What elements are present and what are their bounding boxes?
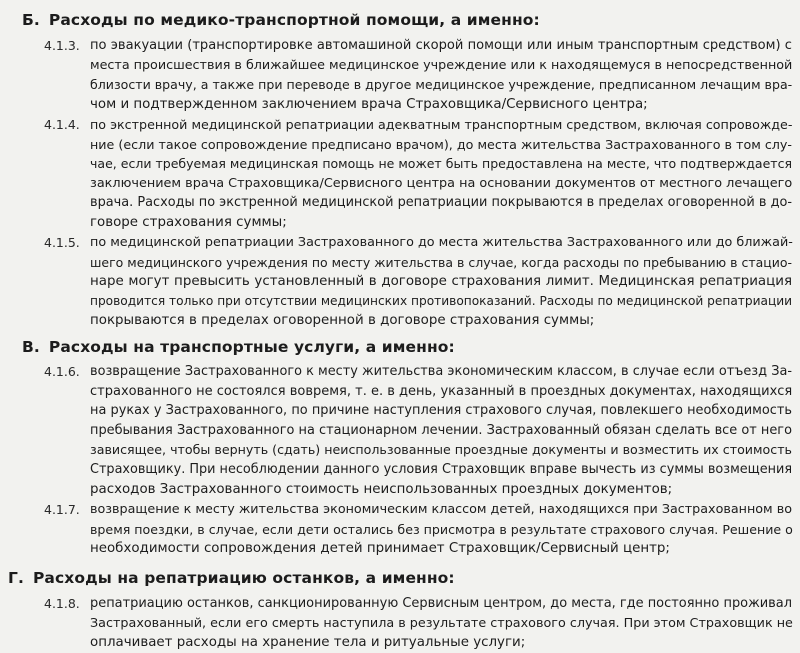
clause-number: 4.1.7. xyxy=(44,502,80,517)
section-letter: Г. xyxy=(8,569,24,587)
clause-line: возвращение Застрахованного к месту жительства экономическим классом, в случае если отъезд За- xyxy=(90,364,792,379)
clause-line: Застрахованный, если его смерть наступила в результате страхового случая. При этом Страховщик не xyxy=(90,615,793,631)
clause-line: по медицинской репатриации Застрахованного до места жительства Застрахованного или до ближай- xyxy=(90,235,793,250)
section-heading-v xyxy=(22,338,455,356)
clause-line: чае, если требуемая медицинская помощь не может быть предоставлена на месте, что подтверждается xyxy=(90,156,792,172)
clause-line: чом и подтвержденном заключением врача Страховщика/Сервисного центра; xyxy=(90,96,648,112)
clause-line: по экстренной медицинской репатриации адекватным транспортным средством, включая сопровожде- xyxy=(90,117,793,132)
clause-line: на руках у Застрахованного, по причине наступления страхового случая, повлекшего необходимость xyxy=(90,403,792,419)
clause-line: репатриацию останков, санкционированную Сервисным центром, до места, где постоянно проживал xyxy=(90,596,793,611)
clause-text xyxy=(90,362,792,499)
clause-number: 4.1.6. xyxy=(44,364,80,379)
clause-line: шего медицинского учреждения по месту жительства в случае, когда расходы по пребыванию в стацио- xyxy=(90,254,792,270)
clause-line: оплачивает расходы на хранение тела и ритуальные услуги; xyxy=(90,635,526,651)
clause-number: 4.1.8. xyxy=(44,596,80,611)
clause-line: ние (если такое сопровождение предписано врачом), до места жительства Застрахованного в том слу- xyxy=(90,136,792,152)
clause-number: 4.1.3. xyxy=(44,38,80,53)
clause-line: зависящее, чтобы вернуть (сдать) неиспользованные проездные документы и возместить их стоимость xyxy=(90,442,792,458)
clause-line: пребывания Застрахованного на стационарном лечении. Застрахованный обязан сделать все от него xyxy=(90,422,792,438)
clause-line: проводится только при отсутствии медицинских противопоказаний. Расходы по медицинской репатриации xyxy=(90,293,793,308)
clause-line: Страховщику. При несоблюдении данного условия Страховщик вправе вычесть из суммы возмещения xyxy=(90,461,793,477)
clause-line: возвращение к месту жительства экономическим классом детей, находящихся при Застрахованном во xyxy=(90,502,792,517)
clause-text xyxy=(90,500,792,559)
clause-line: расходов Застрахованного стоимость неиспользованных проездных документов; xyxy=(90,481,673,497)
clause-text xyxy=(90,594,792,653)
section-heading-g xyxy=(8,569,455,587)
clause-line: по эвакуации (транспортировке автомашиной скорой помощи или иным транспортным средством) с xyxy=(90,38,792,53)
clause-line: места происшествия в ближайшее медицинское учреждение или к находящемуся в непосредственной xyxy=(90,57,793,73)
clause-number: 4.1.4. xyxy=(44,117,80,132)
clause-line: близости врачу, а также при переводе в другое медицинское учреждение, предписанном лечащим вра- xyxy=(90,77,793,93)
clause-line: говоре страхования суммы; xyxy=(90,214,287,230)
section-title: Расходы на репатриацию останков, а именно: xyxy=(32,569,455,587)
clause-line: заключением врача Страховщика/Сервисного центра на основании документов от местного лечащего xyxy=(90,175,793,191)
clause-number: 4.1.5. xyxy=(44,235,80,250)
clause-text xyxy=(90,233,792,331)
section-title: Расходы на транспортные услуги, а именно: xyxy=(48,338,455,356)
clause-line: страхованного не состоялся вовремя, т. е. в день, указанный в проездных документах, находящихся xyxy=(90,383,793,399)
clause-line: покрываются в пределах оговоренной в договоре страхования суммы; xyxy=(90,313,595,329)
section-heading-b xyxy=(22,11,540,29)
clause-line: врача. Расходы по экстренной медицинской репатриации покрываются в пределах оговоренной в до- xyxy=(90,195,792,211)
section-letter: Б. xyxy=(22,11,40,29)
section-title: Расходы по медико-транспортной помощи, а именно: xyxy=(48,11,540,29)
clause-line: время поездки, в случае, если дети остались без присмотра в результате страхового случая. Решение о xyxy=(90,521,793,537)
clause-line: наре могут превысить установленный в договоре страхования лимит. Медицинская репатриация xyxy=(90,274,792,290)
clause-line: необходимости сопровождения детей принимает Страховщик/Сервисный центр; xyxy=(90,541,670,557)
clause-text xyxy=(90,36,792,114)
clause-text xyxy=(90,115,792,233)
section-letter: В. xyxy=(22,338,40,356)
